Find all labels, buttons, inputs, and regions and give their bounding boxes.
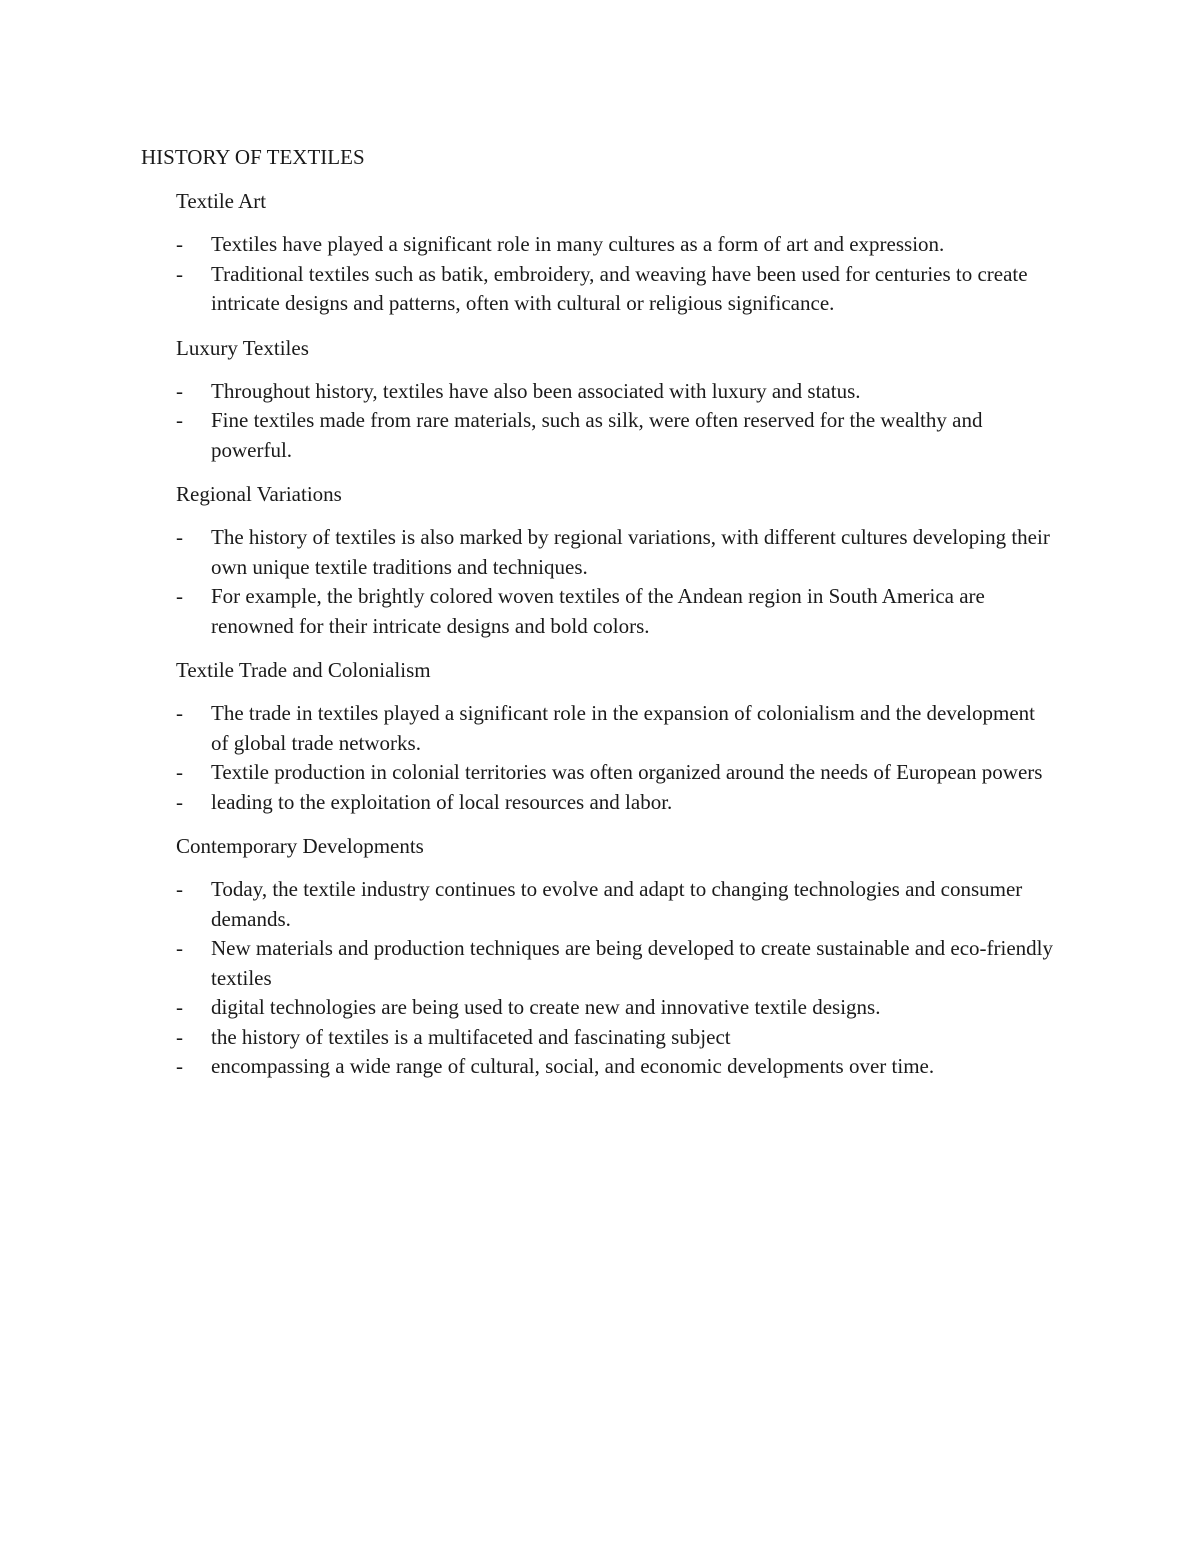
list-item-text: Textiles have played a significant role in many cultures as a form of art and expression. <box>211 232 945 256</box>
section-heading: Contemporary Developments <box>176 834 424 858</box>
bullet-dash: - <box>176 936 183 960</box>
section-regional-variations <box>176 479 1056 641</box>
section-heading: Regional Variations <box>176 482 342 506</box>
list-item <box>176 260 1056 319</box>
bullet-dash: - <box>176 1054 183 1078</box>
bullet-dash: - <box>176 525 183 549</box>
list-item <box>176 758 1056 788</box>
bullet-dash: - <box>176 789 183 814</box>
list-item <box>176 875 1056 934</box>
section-textile-art <box>176 186 1056 319</box>
bullet-list <box>176 699 1056 817</box>
list-item <box>176 406 1056 465</box>
list-item <box>176 788 1056 818</box>
bullet-dash: - <box>176 701 183 725</box>
bullet-list <box>176 377 1056 466</box>
bullet-list <box>176 230 1056 319</box>
document-title: HISTORY OF TEXTILES <box>141 145 365 169</box>
bullet-dash: - <box>176 995 183 1019</box>
list-item <box>176 699 1056 758</box>
bullet-list <box>176 875 1056 1082</box>
list-item <box>176 1052 1056 1082</box>
bullet-list <box>176 523 1056 641</box>
list-item <box>176 377 1056 407</box>
section-textile-trade-colonialism <box>176 655 1056 817</box>
section-contemporary-developments <box>176 831 1056 1082</box>
list-item <box>176 230 1056 260</box>
bullet-dash: - <box>176 378 183 403</box>
section-heading: Textile Trade and Colonialism <box>176 658 431 682</box>
list-item <box>176 1023 1056 1053</box>
list-item-text: leading to the exploitation of local resources and labor. <box>211 789 673 814</box>
bullet-dash: - <box>176 232 183 256</box>
bullet-dash: - <box>176 1024 183 1049</box>
bullet-dash: - <box>176 584 183 608</box>
list-item-text: Throughout history, textiles have also been associated with luxury and status. <box>211 378 861 403</box>
list-item-text: Textile production in colonial territories was often organized around the needs of European powers <box>211 760 1043 784</box>
bullet-dash: - <box>176 877 183 901</box>
document-body <box>176 186 1056 1096</box>
list-item <box>176 523 1056 582</box>
list-item-text: For example, the brightly colored woven textiles of the Andean region in South America are renowned for their intricate designs and bold colors. <box>211 584 985 638</box>
list-item-text: Today, the textile industry continues to evolve and adapt to changing technologies and consumer demands. <box>211 877 1023 931</box>
list-item <box>176 934 1056 993</box>
list-item-text: The trade in textiles played a significant role in the expansion of colonialism and the development of global trade networks. <box>211 701 1036 755</box>
list-item-text: New materials and production techniques are being developed to create sustainable and eco-friendly textiles <box>211 936 1053 990</box>
bullet-dash: - <box>176 760 183 784</box>
section-heading: Luxury Textiles <box>176 335 309 360</box>
section-heading: Textile Art <box>176 189 267 213</box>
list-item-text: encompassing a wide range of cultural, social, and economic developments over time. <box>211 1054 935 1078</box>
bullet-dash: - <box>176 261 183 286</box>
list-item-text: Traditional textiles such as batik, embroidery, and weaving have been used for centuries to create intricate designs and patterns, often with cultural or religious significance. <box>211 261 1028 315</box>
list-item-text: Fine textiles made from rare materials, such as silk, were often reserved for the wealthy and powerful. <box>211 408 983 462</box>
list-item <box>176 993 1056 1023</box>
list-item-text: the history of textiles is a multifaceted and fascinating subject <box>211 1024 731 1049</box>
list-item-text: digital technologies are being used to create new and innovative textile designs. <box>211 995 881 1019</box>
list-item <box>176 582 1056 641</box>
list-item-text: The history of textiles is also marked by regional variations, with different cultures developing their own unique textile traditions and techniques. <box>211 525 1050 579</box>
bullet-dash: - <box>176 408 183 432</box>
section-luxury-textiles <box>176 333 1056 466</box>
